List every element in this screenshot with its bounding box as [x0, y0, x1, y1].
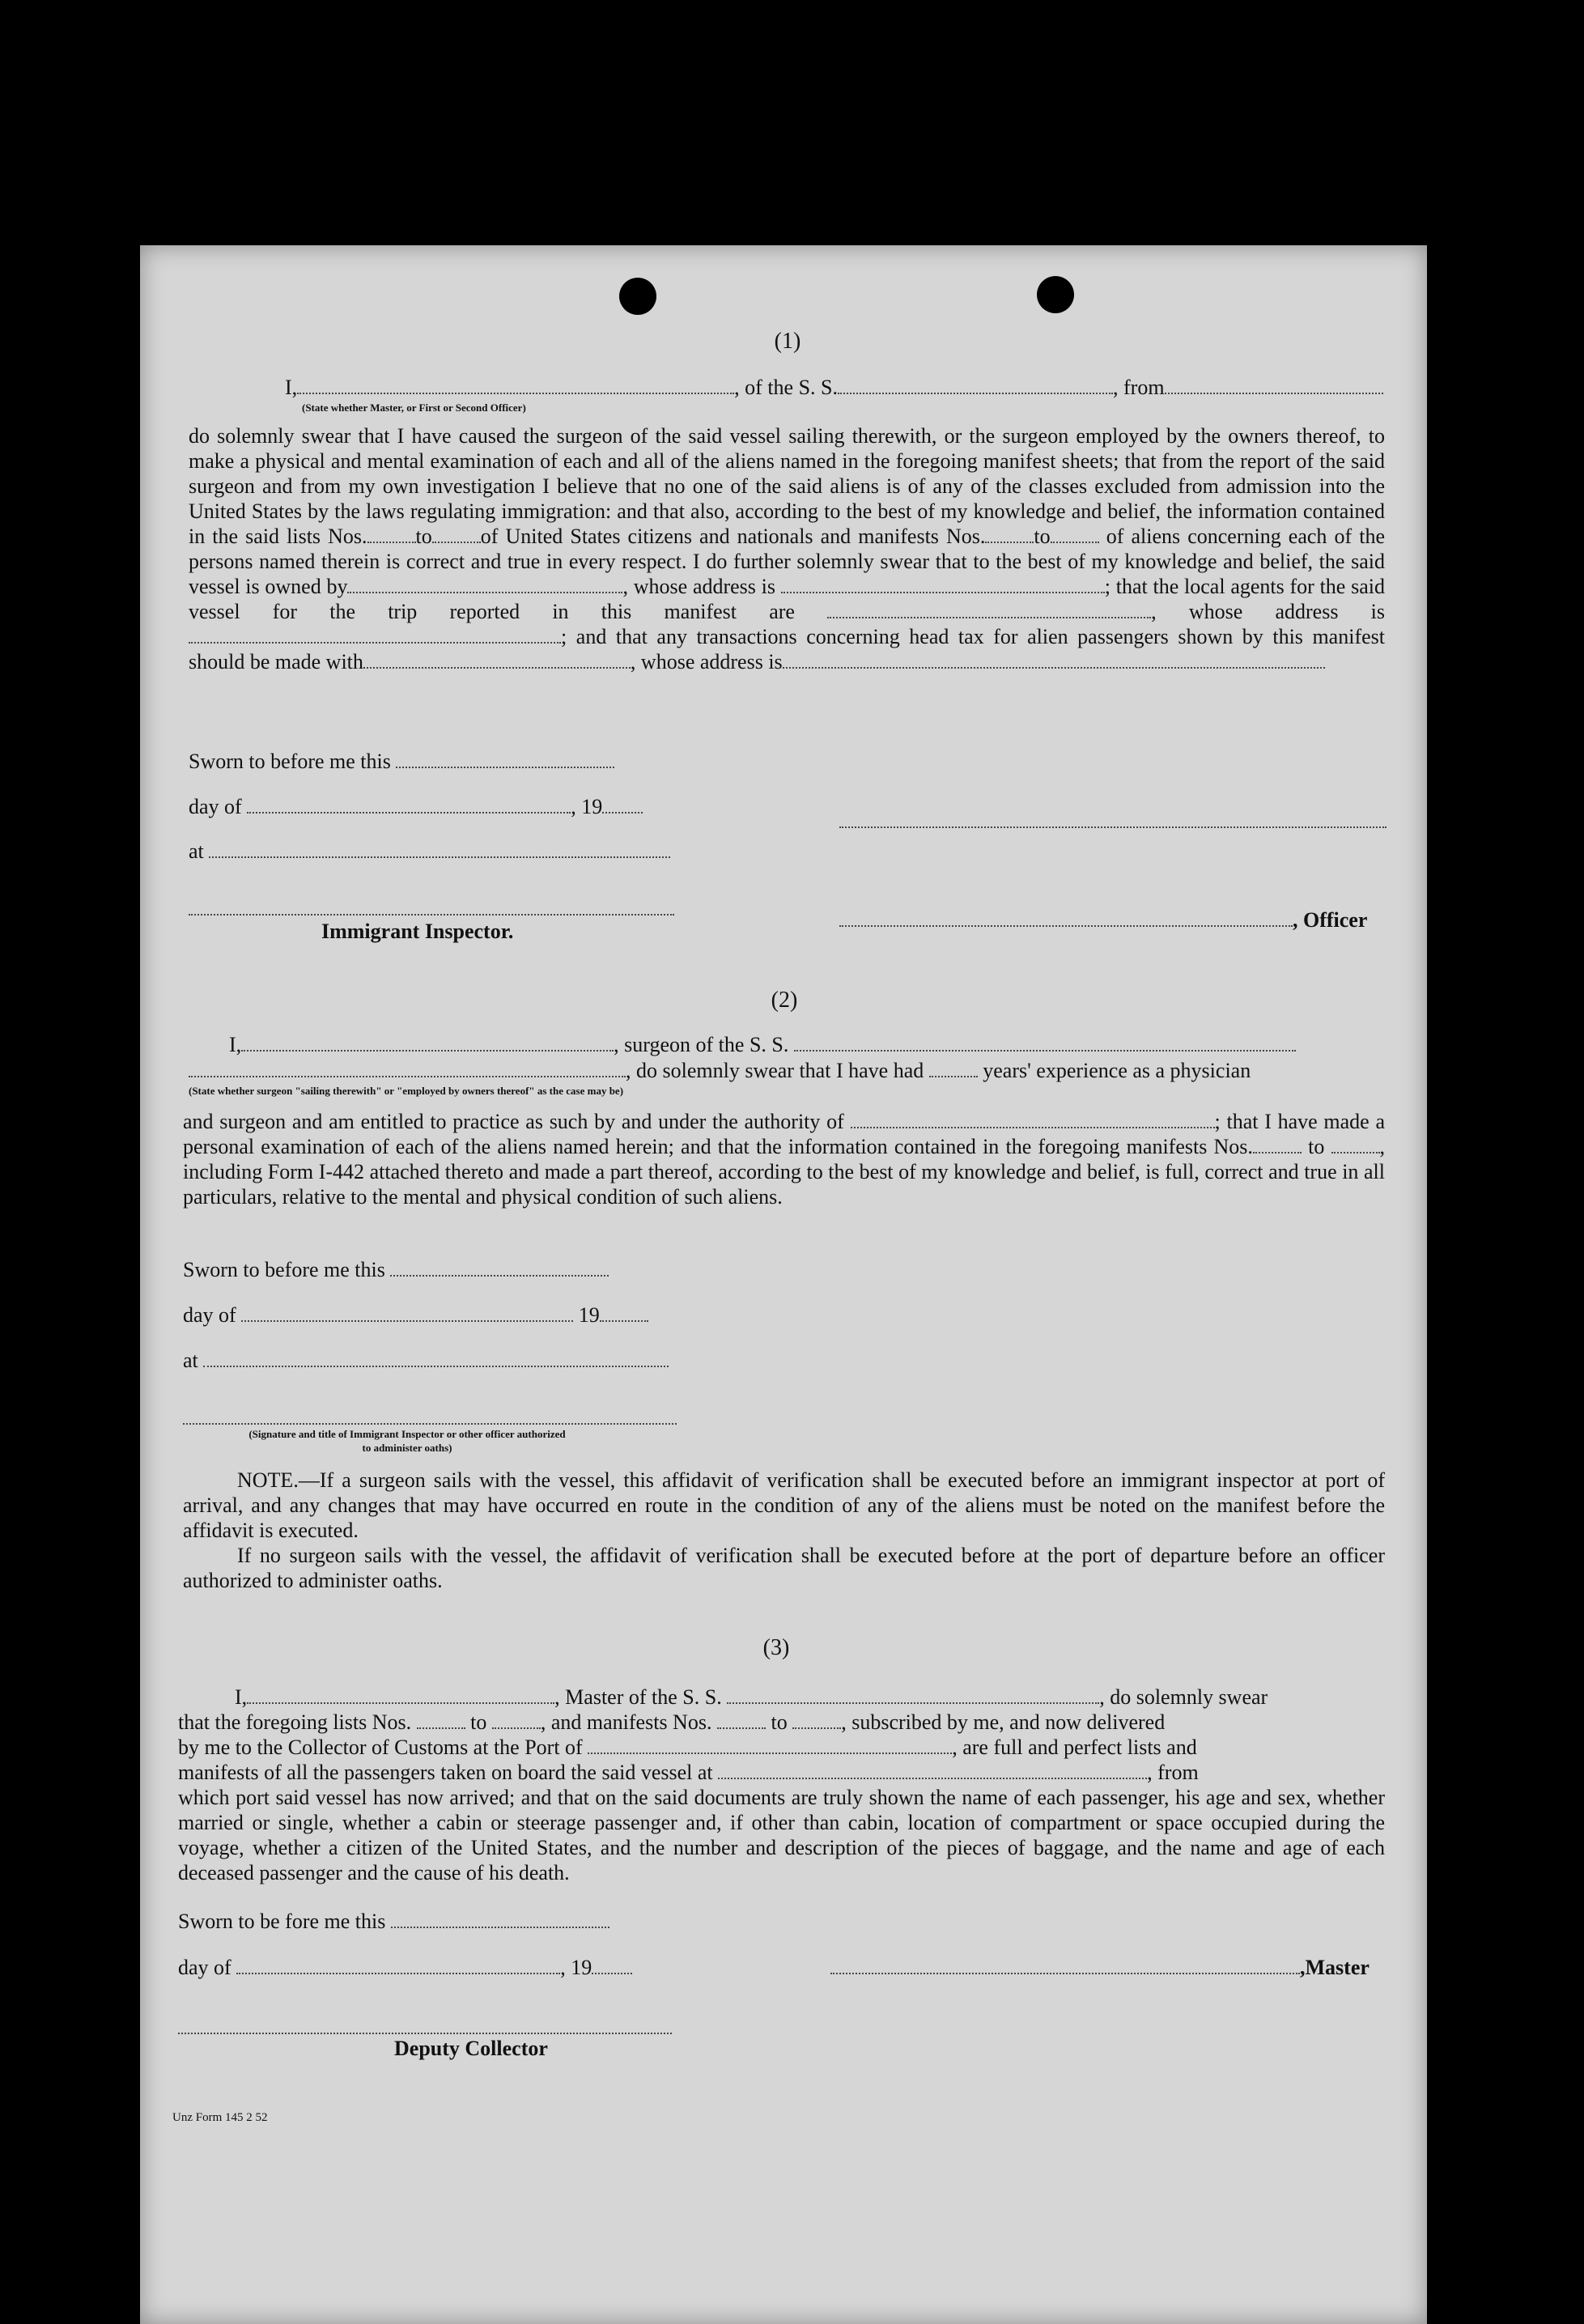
- s1-sworn: Sworn to before me this: [189, 749, 614, 774]
- s3-master: ,Master: [830, 1955, 1370, 1980]
- s1-line1: [243, 375, 1383, 400]
- s2-line1: I, , surgeon of the S. S.: [189, 1032, 1296, 1057]
- vessel-blank: [838, 378, 1113, 394]
- s2-signature-line: [183, 1408, 677, 1425]
- section-1-heading: (1): [774, 329, 801, 354]
- s3-sworn: Sworn to be fore me this: [178, 1909, 609, 1934]
- s3-line4: manifests of all the passengers taken on board the said vessel at , from: [178, 1761, 1199, 1784]
- s2-line2: , do solemnly swear that I have had years' experience as a physician: [189, 1058, 1251, 1083]
- from-blank: [1165, 378, 1383, 394]
- form-number: Unz Form 145 2 52: [172, 2111, 268, 2124]
- s2-day: day of 19: [183, 1302, 648, 1328]
- s1-day: day of , 19: [189, 794, 643, 819]
- s1-at: at: [189, 839, 670, 864]
- section-2-heading: (2): [771, 988, 798, 1013]
- s1-inspector-line: [189, 899, 674, 916]
- s2-sig-note: (Signature and title of Immigrant Inspector or other officer authorized to administer oaths): [248, 1428, 566, 1454]
- s3-deputy: Deputy Collector: [394, 2037, 548, 2060]
- s1-of-ss: , of the S. S.: [734, 376, 839, 399]
- punch-hole: [1461, 2109, 1503, 2151]
- s3-deputy-line: [178, 2018, 672, 2034]
- s3-line2: that the foregoing lists Nos. to , and manifests Nos. to , subscribed by me, and now delivered: [178, 1710, 1166, 1734]
- s2-sworn: Sworn to before me this: [183, 1257, 609, 1282]
- s1-signature-line: [839, 812, 1387, 828]
- s2-at: at: [183, 1348, 669, 1373]
- s1-inspector: Immigrant Inspector.: [321, 920, 514, 943]
- s1-i: I,: [285, 376, 298, 399]
- s2-note: (State whether surgeon "sailing therewith" or "employed by owners thereof" as the case may be): [189, 1085, 624, 1097]
- form-sheet: [140, 245, 1427, 2324]
- punch-hole: [1466, 1265, 1506, 1306]
- name-blank: [297, 378, 734, 394]
- s2-paragraph: and surgeon and am entitled to practice as such by and under the authority of ; that I have made a personal examination of each of the aliens named herein; and that the information contained in the foregoing manifests Nos. to , including Form I-442 attached thereto and made a part thereof, according to the best of my knowledge and belief, is full, correct and true in all particulars, relative to the mental and physical condition of such aliens.: [183, 1110, 1386, 1209]
- s1-officer: , Officer: [839, 907, 1367, 933]
- s2-note-a: NOTE.—If a surgeon sails with the vessel, this affidavit of verification shall be executed before an immigrant inspector at port of arrival, and any changes that may have occurred en route in the condition of any of the aliens must be noted on the manifest before the affidavit is executed.: [183, 1468, 1385, 1542]
- punch-hole: [1037, 276, 1074, 313]
- section-3-heading: (3): [762, 1635, 790, 1660]
- s3-line1: I, , Master of the S. S. , do solemnly swear: [235, 1685, 1268, 1709]
- s1-note: (State whether Master, or First or Second Officer): [302, 401, 526, 414]
- punch-hole: [1467, 1686, 1508, 1727]
- s1-paragraph: do solemnly swear that I have caused the surgeon of the said vessel sailing therewith, or the surgeon employed by the owners thereof, to make a physical and mental examination of each and all of the aliens named in the foregoing manifest sheets; that from the report of the said surgeon and from my own investigation I believe that no one of the said aliens is of any of the classes excluded from admission into the United States by the laws regulating immigration: and that also, according to the best of my knowledge and belief, the information contained in the said lists Nos. to of United States citizens and nationals and manifests Nos. to of aliens concerning each of the persons named therein is correct and true in every respect. I do further solemnly swear that to the best of my knowledge and belief, the said vessel is owned by , whose address is ; that the local agents for the said vessel for the trip reported in this manifest are , whose address is; and that any transactions concerning head tax for alien passengers shown by this manifest should be made with , whose address is: [189, 424, 1386, 673]
- s2-note-b: If no surgeon sails with the vessel, the affidavit of verification shall be executed before at the port of departure before an officer authorized to administer oaths.: [183, 1544, 1385, 1592]
- s3-paragraph: which port said vessel has now arrived; and that on the said documents are truly shown the name of each passenger, his age and sex, whether married or single, whether a cabin or steerage passenger and, if other than cabin, location of compartment or space occupied during the voyage, whether a citizen of the United States, and the number and description of the pieces of baggage, and the name and age of each deceased passenger and the cause of his death.: [178, 1786, 1385, 1884]
- s3-line3: by me to the Collector of Customs at the Port of , are full and perfect lists and: [178, 1736, 1197, 1759]
- punch-hole: [619, 278, 656, 315]
- s3-day: day of , 19: [178, 1955, 632, 1980]
- s1-from: , from: [1113, 376, 1165, 399]
